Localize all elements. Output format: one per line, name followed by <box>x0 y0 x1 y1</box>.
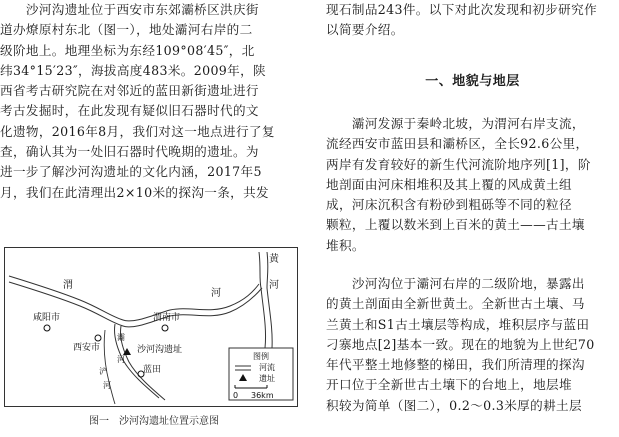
paragraph-line: 月，我们在此清理出2×10米的探沟一条，共发 <box>0 184 269 200</box>
location-map-svg <box>5 248 297 406</box>
label-he4: 河 <box>103 381 111 390</box>
section-heading: 一、地貌与地层 <box>425 74 520 89</box>
figure-caption: 图一 沙河沟遗址位置示意图 <box>89 416 219 427</box>
label-he: 河 <box>269 280 279 291</box>
paragraph-line: 堆积。 <box>326 237 365 253</box>
label-lantian: 蓝田 <box>143 365 162 375</box>
paragraph-line: 灞河发源于秦岭北坡，为渭河右岸支流， <box>326 116 585 131</box>
paragraph-line: 流经西安市蓝田县和灞桥区，全长92.6公里， <box>326 136 589 152</box>
paragraph-line: 进一步了解沙河沟遗址的文化内涵，2017年5 <box>0 164 262 180</box>
ba-river-bank <box>120 326 165 400</box>
yellow-river <box>259 252 266 348</box>
paragraph-line: 西省考古研究院在对邻近的蓝田新街遗址进行 <box>0 83 259 99</box>
legend-title: 图例 <box>253 352 269 361</box>
paragraph-line: 兰黄土和S1古土壤层等构成，堆积层序与蓝田 <box>326 316 590 332</box>
label-huang: 黄 <box>269 254 279 265</box>
paragraph-line: 现石制品243件。以下对此次发现和初步研究作 <box>326 2 598 17</box>
intro-paragraph <box>0 0 308 203</box>
location-map <box>4 247 298 407</box>
label-wei: 渭 <box>63 280 73 291</box>
label-ba: 灞 <box>117 333 125 342</box>
legend-site: 遗址 <box>259 374 275 383</box>
continued-paragraph <box>326 0 619 41</box>
paragraph-line: 年代平整土地修整的梯田，我们所清理的探沟 <box>326 357 585 373</box>
stratigraphy-paragraph <box>326 274 619 416</box>
paragraph-line: 的黄土剖面由全新世黄土。全新世古土壤、马 <box>326 296 585 312</box>
label-he3: 河 <box>117 355 125 364</box>
paragraph-line: 沙河沟位于灞河右岸的二级阶地，暴露出 <box>326 276 585 291</box>
paragraph-line: 积较为简单（图二），0.2～0.3米厚的耕土层 <box>326 397 582 413</box>
paragraph-line: 成，河床沉积含有粉砂到粗砾等不同的粒径 <box>326 197 572 213</box>
weinan-marker <box>162 325 168 331</box>
scale-distance: 36km <box>251 391 274 400</box>
xianyang-marker <box>44 325 50 331</box>
paragraph-line: 以简要介绍。 <box>326 22 404 38</box>
label-weinan: 渭南市 <box>153 313 181 323</box>
yellow-river-bank <box>267 252 272 348</box>
landform-paragraph <box>326 114 619 256</box>
label-he2: 河 <box>211 288 221 299</box>
paragraph-line: 刁寨地点[2]基本一致。现在的地貌为上世纪70 <box>326 336 595 352</box>
paragraph-line: 颗粒，上覆以数米到上百米的黄土——古土壤 <box>326 217 585 233</box>
paragraph-line: 地剖面由河床相堆积及其上覆的风成黄土组 <box>326 176 572 192</box>
paragraph-line: 道办燎原村东北（图一），地处灞河右岸的二 <box>0 22 253 38</box>
paragraph-line: 级阶地上。地理坐标为东经109°08′45″，北 <box>0 42 255 58</box>
paragraph-line: 两岸有发育较好的新生代河流阶地序列[1]，阶 <box>326 156 591 172</box>
scale-zero: 0 <box>233 391 239 400</box>
label-site: 沙河沟遗址 <box>137 345 183 355</box>
paragraph-line: 开口位于全新世古土壤下的台地上，地层堆 <box>326 377 572 393</box>
label-xianyang: 咸阳市 <box>33 313 61 323</box>
paragraph-line: 查，确认其为一处旧石器时代晚期的遗址。为 <box>0 144 259 160</box>
paragraph-line: 化遗物，2016年8月，我们对这一地点进行了复 <box>0 123 275 139</box>
label-chan: 浐 <box>99 367 107 376</box>
paragraph-line: 纬34°15′23″，海拔高度483米。2009年，陕 <box>0 62 267 78</box>
legend-river: 河流 <box>259 363 275 372</box>
paragraph-line: 考古发掘时，在此发现有疑似旧石器时代的文 <box>0 103 259 119</box>
label-xian: 西安市 <box>73 343 101 353</box>
xian-marker <box>95 335 101 341</box>
paragraph-line: 沙河沟遗址位于西安市东郊灞桥区洪庆街 <box>0 2 259 17</box>
